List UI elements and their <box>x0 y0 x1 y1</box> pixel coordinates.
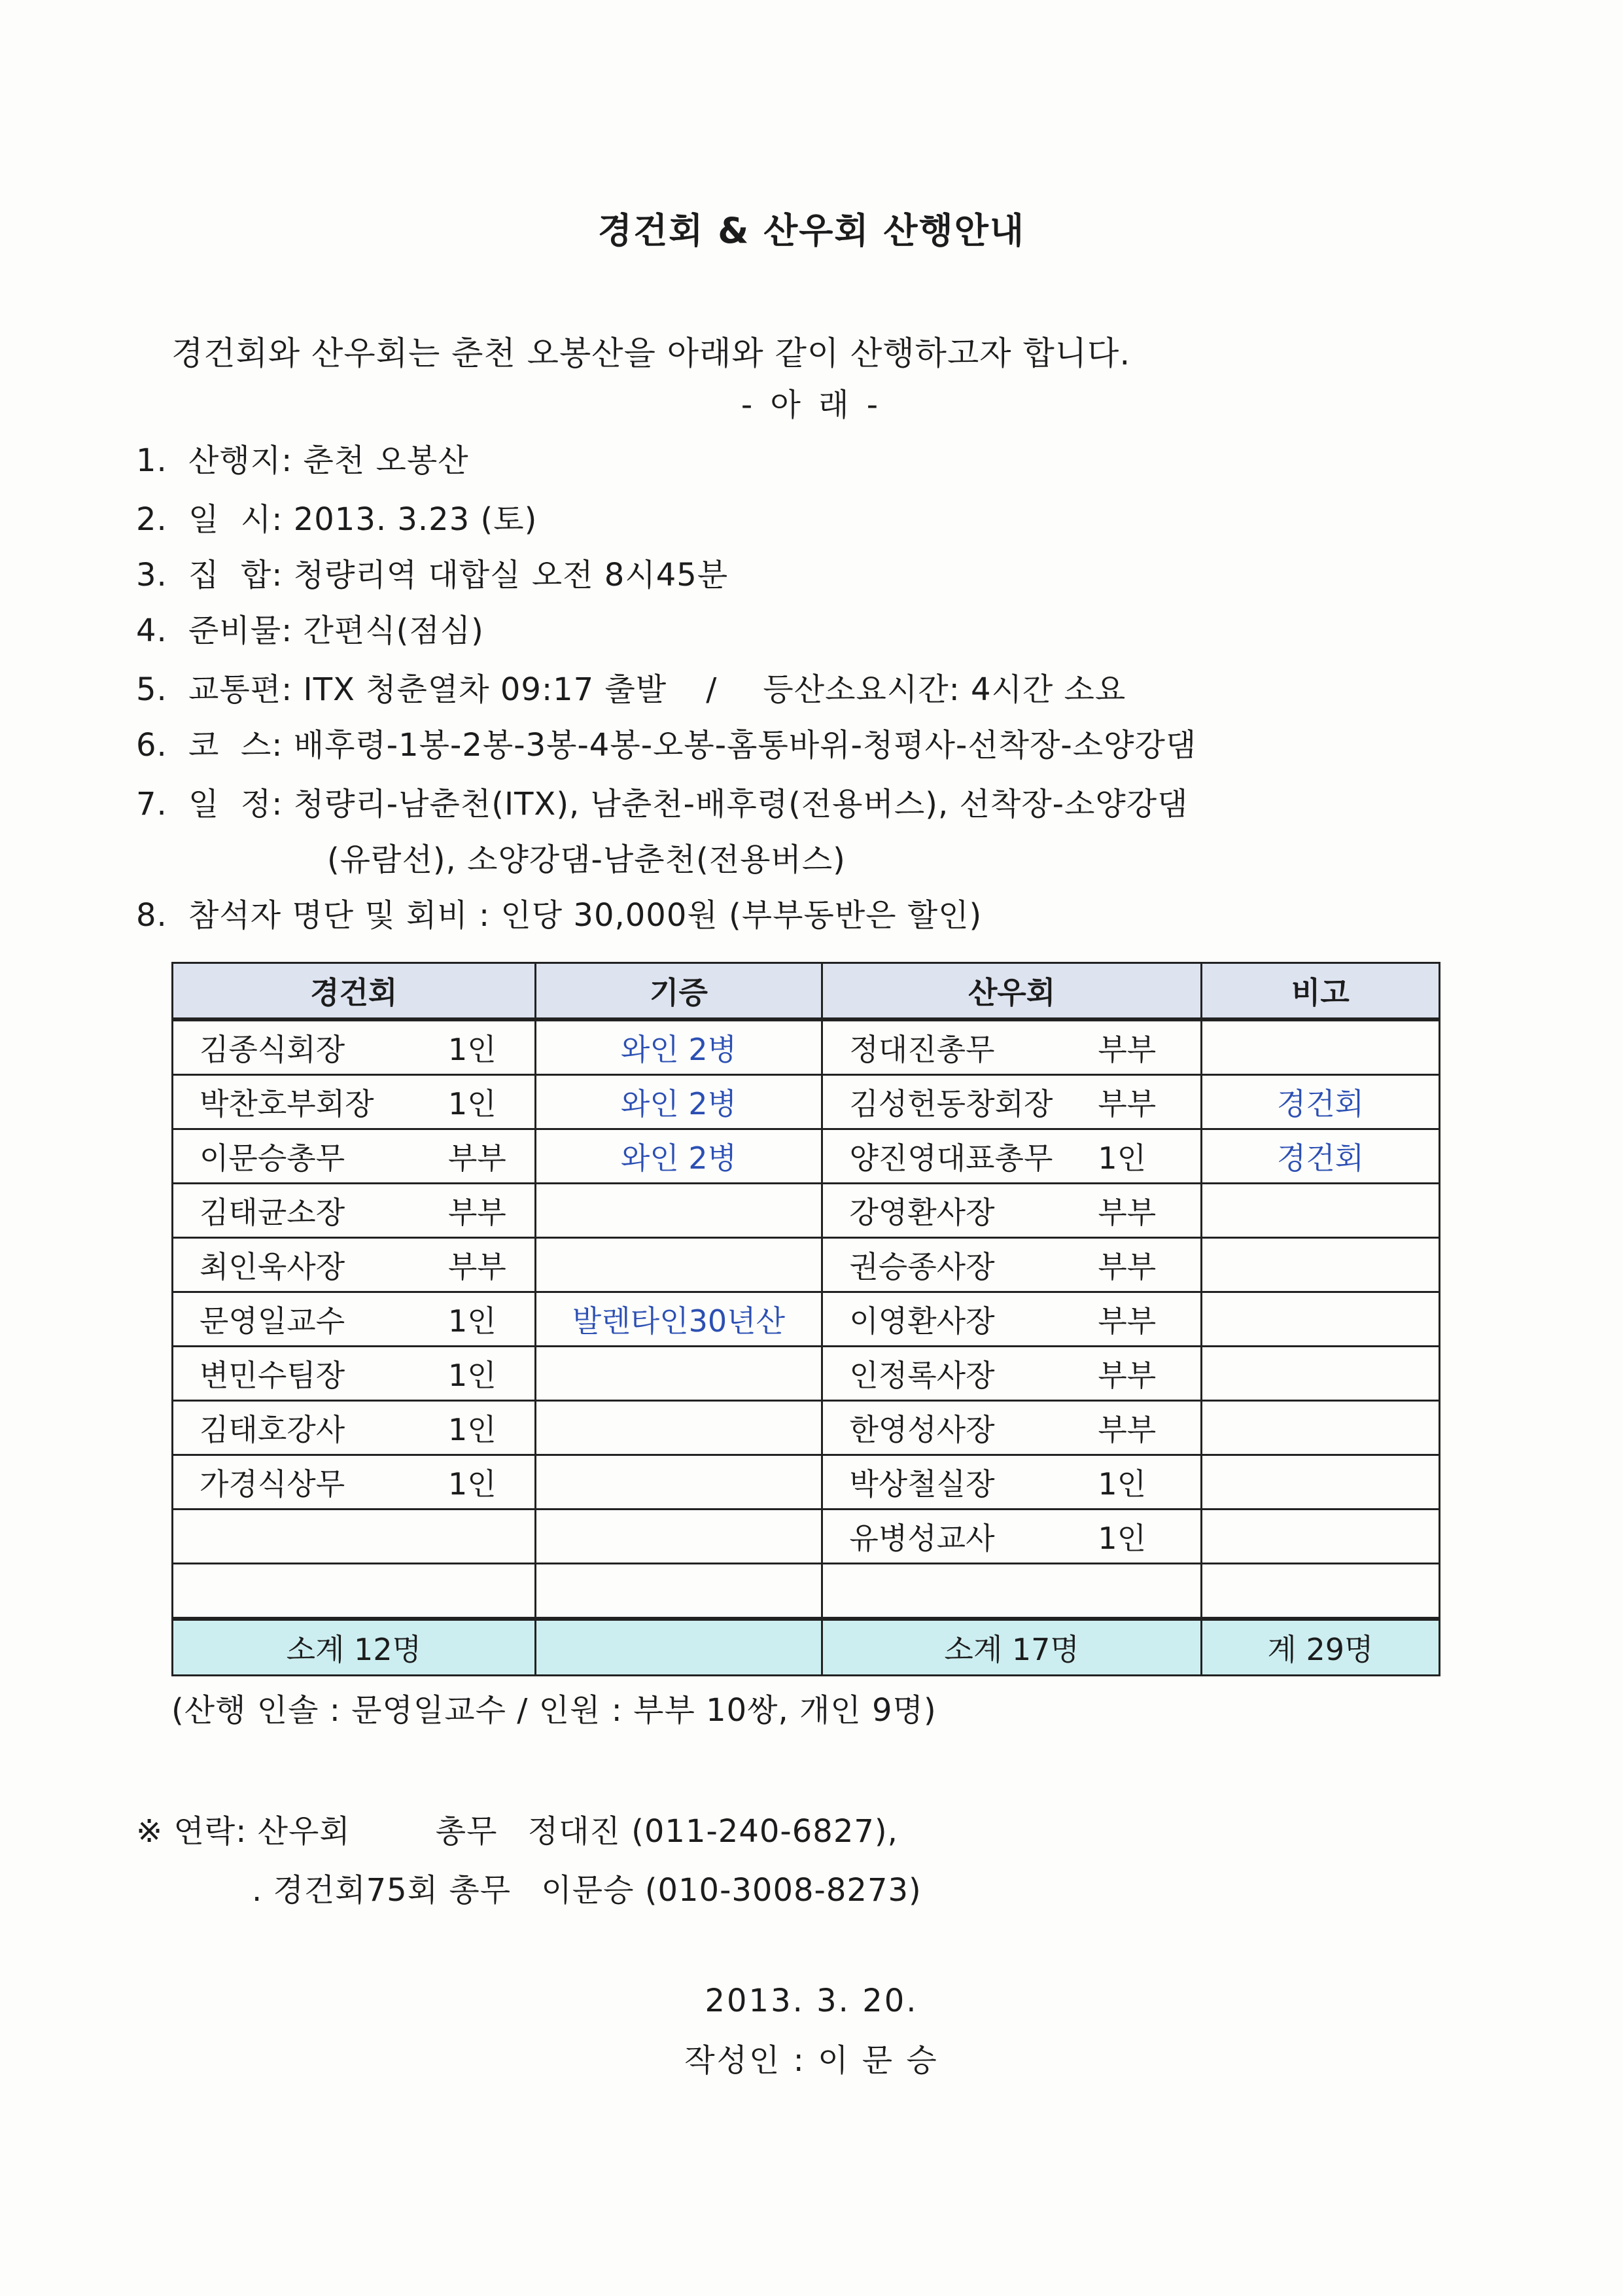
sanwoo-member: 인정록사장 부부 <box>822 1347 1202 1401</box>
sanwoo-member: 강영환사장 부부 <box>822 1184 1202 1238</box>
table-row <box>173 1238 1440 1292</box>
item-destination: 1. 산행지: 춘천 오봉산 <box>136 442 469 479</box>
table-row <box>173 1129 1440 1184</box>
header-gift: 기증 <box>535 963 822 1020</box>
gyeonggeon-member: 가경식상무 1인 <box>173 1455 536 1510</box>
table-row <box>173 1019 1440 1075</box>
note-cell <box>1201 1184 1439 1238</box>
gift-cell <box>535 1401 822 1455</box>
header-sanwoo: 산우회 <box>822 963 1202 1020</box>
item-course: 6. 코 스: 배후령-1봉-2봉-3봉-4봉-오봉-홈통바위-청평사-선착장-소양강댐 <box>136 727 1197 764</box>
gift-cell <box>535 1510 822 1564</box>
sanwoo-member <box>822 1564 1202 1619</box>
gyeonggeon-member: 최인욱사장 부부 <box>173 1238 536 1292</box>
document-author: 작성인 : 이 문 승 <box>684 2042 939 2079</box>
gift-cell <box>535 1238 822 1292</box>
subtotal-sanwoo: 소계 17명 <box>822 1619 1202 1676</box>
attendee-table <box>171 962 1440 1676</box>
table-header-row <box>173 963 1440 1020</box>
table-row <box>173 1347 1440 1401</box>
item-supplies: 4. 준비물: 간편식(점심) <box>136 612 484 649</box>
page-title: 경건회 & 산우회 산행안내 <box>597 210 1026 251</box>
sanwoo-member: 김성헌동창회장 부부 <box>822 1075 1202 1129</box>
header-gyeonggeon: 경건회 <box>173 963 536 1020</box>
subtotal-gyeonggeon: 소계 12명 <box>173 1619 536 1676</box>
note-cell <box>1201 1401 1439 1455</box>
gyeonggeon-member <box>173 1510 536 1564</box>
subtotal-gift <box>535 1619 822 1676</box>
table-row <box>173 1184 1440 1238</box>
sanwoo-member: 권승종사장 부부 <box>822 1238 1202 1292</box>
gift-cell: 와인 2병 <box>535 1075 822 1129</box>
below-marker: - 아 래 - <box>741 387 882 423</box>
item-schedule: 7. 일 정: 청량리-남춘천(ITX), 남춘천-배후령(전용버스), 선착장-소양강댐 <box>136 786 1189 822</box>
gyeonggeon-member: 김태호강사 1인 <box>173 1401 536 1455</box>
note-cell: 경건회 <box>1201 1075 1439 1129</box>
table-row <box>173 1455 1440 1510</box>
document-date: 2013. 3. 20. <box>705 1983 918 2019</box>
grand-total: 계 29명 <box>1201 1619 1439 1676</box>
item-transport: 5. 교통편: ITX 청춘열차 09:17 출발 / 등산소요시간: 4시간 소요 <box>136 671 1126 708</box>
subtotal-row <box>173 1619 1440 1676</box>
note-cell <box>1201 1019 1439 1075</box>
gyeonggeon-member: 박찬호부회장 1인 <box>173 1075 536 1129</box>
gyeonggeon-member: 문영일교수 1인 <box>173 1292 536 1347</box>
table-row <box>173 1564 1440 1619</box>
table-row <box>173 1401 1440 1455</box>
sanwoo-member: 유병성교사 1인 <box>822 1510 1202 1564</box>
note-cell <box>1201 1455 1439 1510</box>
contact-line-2: . 경건회75회 총무 이문승 (010-3008-8273) <box>252 1872 922 1909</box>
sanwoo-member: 양진영대표총무 1인 <box>822 1129 1202 1184</box>
sanwoo-member: 이영환사장 부부 <box>822 1292 1202 1347</box>
item-attendees: 8. 참석자 명단 및 회비 : 인당 30,000원 (부부동반은 할인) <box>136 897 983 934</box>
table-row <box>173 1292 1440 1347</box>
contact-line-1: ※ 연락: 산우회 총무 정대진 (011-240-6827), <box>136 1813 898 1850</box>
gift-cell <box>535 1564 822 1619</box>
sanwoo-member: 박상철실장 1인 <box>822 1455 1202 1510</box>
sanwoo-member: 정대진총무 부부 <box>822 1019 1202 1075</box>
item-datetime: 2. 일 시: 2013. 3.23 (토) <box>136 501 538 538</box>
item-meeting: 3. 집 합: 청량리역 대합실 오전 8시45분 <box>136 557 729 593</box>
gyeonggeon-member: 변민수팀장 1인 <box>173 1347 536 1401</box>
gift-cell <box>535 1184 822 1238</box>
gyeonggeon-member: 김태균소장 부부 <box>173 1184 536 1238</box>
gift-cell <box>535 1455 822 1510</box>
item-schedule-continuation: (유람선), 소양강댐-남춘천(전용버스) <box>327 841 846 878</box>
gyeonggeon-member: 김종식회장 1인 <box>173 1019 536 1075</box>
gyeonggeon-member: 이문승총무 부부 <box>173 1129 536 1184</box>
note-cell <box>1201 1238 1439 1292</box>
note-cell <box>1201 1347 1439 1401</box>
sanwoo-member: 한영성사장 부부 <box>822 1401 1202 1455</box>
note-cell <box>1201 1564 1439 1619</box>
gift-cell <box>535 1347 822 1401</box>
intro-text: 경건회와 산우회는 춘천 오봉산을 아래와 같이 산행하고자 합니다. <box>171 334 1131 372</box>
note-cell <box>1201 1510 1439 1564</box>
gift-cell: 와인 2병 <box>535 1019 822 1075</box>
note-cell <box>1201 1292 1439 1347</box>
gift-cell: 와인 2병 <box>535 1129 822 1184</box>
note-cell: 경건회 <box>1201 1129 1439 1184</box>
gyeonggeon-member <box>173 1564 536 1619</box>
header-note: 비고 <box>1201 963 1439 1020</box>
table-row <box>173 1075 1440 1129</box>
table-row <box>173 1510 1440 1564</box>
gift-cell: 발렌타인30년산 <box>535 1292 822 1347</box>
guide-note: (산행 인솔 : 문영일교수 / 인원 : 부부 10쌍, 개인 9명) <box>171 1692 937 1729</box>
